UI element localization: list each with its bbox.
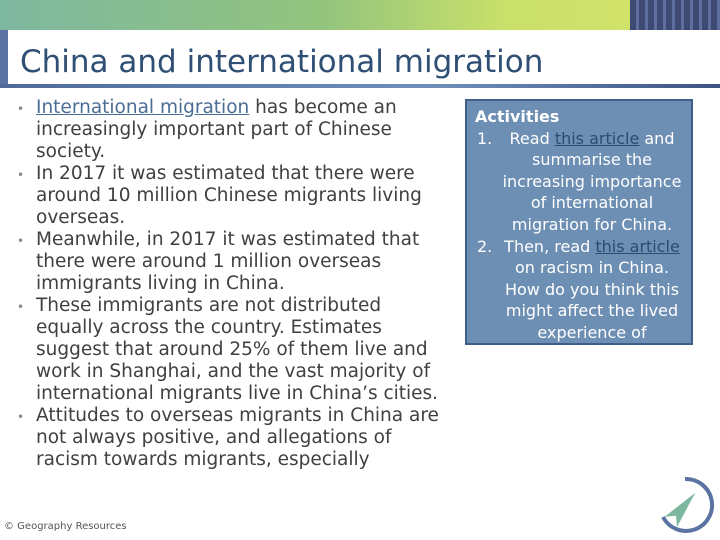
bullet-list — [14, 97, 454, 471]
activity-text: Read — [509, 128, 555, 148]
activity-text: and summarise the increasing importance of international migration for China. — [502, 128, 682, 234]
bullet-text: Attitudes to overseas migrants in China are not always positive, and allegations of racism towards migrants, especially — [36, 405, 439, 470]
international-migration-link[interactable]: International migration — [36, 97, 250, 118]
bullet-item — [14, 163, 454, 229]
bullet-icon: • — [17, 300, 25, 314]
activity-item — [475, 128, 683, 236]
header-band-stripes — [630, 0, 720, 30]
bullet-icon: • — [17, 102, 25, 116]
bullet-text: has become an increasingly important part of Chinese society. — [36, 97, 397, 162]
activities-list — [475, 128, 683, 366]
footer-credit: © Geography Resources — [4, 521, 127, 532]
slide-title: China and international migration — [20, 44, 544, 80]
bullet-icon: • — [17, 234, 25, 248]
activity-text: Then, read — [504, 236, 596, 256]
bullet-item — [14, 229, 454, 295]
activity-number: 1. — [477, 128, 493, 148]
bullet-text: In 2017 it was estimated that there were around 10 million Chinese migrants living overseas. — [36, 163, 422, 228]
title-rule — [0, 84, 720, 88]
bullet-icon: • — [17, 410, 25, 424]
article-link-2[interactable]: this article — [595, 236, 680, 256]
activity-text: on racism in China. How do you think this might affect the lived experience of migrants in China? — [504, 258, 680, 364]
activity-item — [475, 236, 683, 366]
article-link-1[interactable]: this article — [554, 128, 640, 148]
bullet-text: Meanwhile, in 2017 it was estimated that there were around 1 million overseas immigrants living in China. — [36, 229, 420, 294]
bullet-item — [14, 295, 454, 405]
activities-box — [465, 99, 693, 364]
header-band — [0, 0, 720, 30]
bullet-item — [14, 97, 454, 163]
title-accent-bar — [0, 30, 8, 88]
activities-heading: Activities — [475, 107, 560, 126]
bullet-text: These immigrants are not distributed equally across the country. Estimates suggest that around 25% of them live and work in Shanghai, and the vast majority of international migrants live in China’s cities. — [36, 295, 439, 404]
bullet-icon: • — [17, 168, 25, 182]
compass-icon — [655, 475, 715, 535]
bullet-item — [14, 405, 454, 471]
activity-number: 2. — [477, 236, 493, 256]
